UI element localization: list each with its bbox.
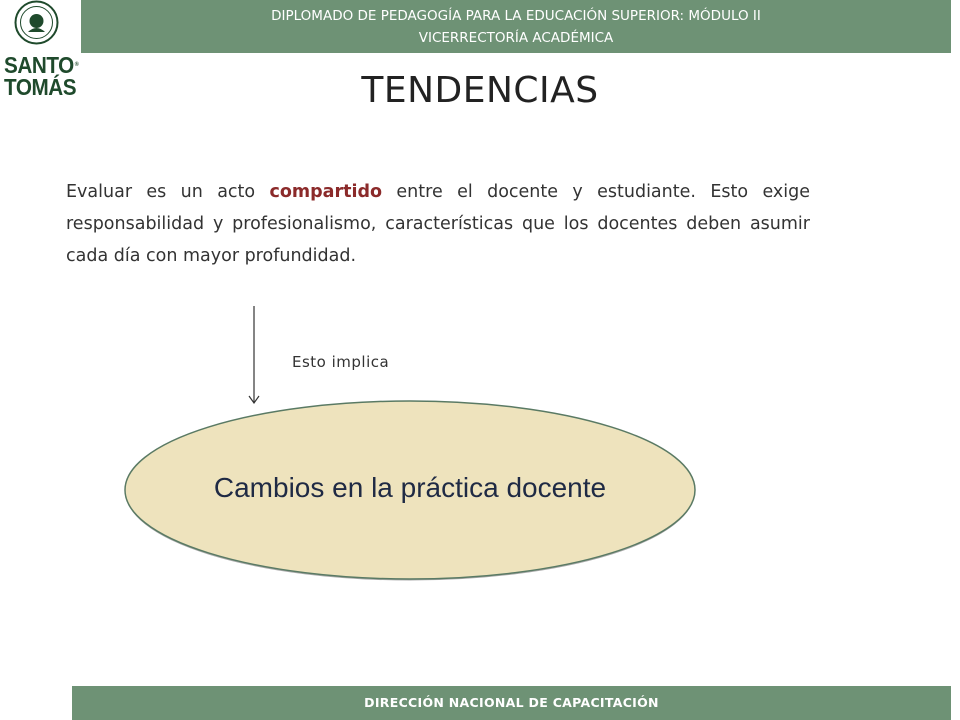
header-band <box>81 0 951 53</box>
body-paragraph <box>66 176 810 272</box>
body-text-end: entre el docente y estudiante. Esto exige responsabilidad y profesionalismo, características que los docentes deben asumir cada día con mayor profundidad. <box>66 182 810 266</box>
logo-trademark: ® <box>74 62 79 68</box>
slide-title: TENDENCIAS <box>361 70 599 111</box>
header-line-office: VICERRECTORÍA ACADÉMICA <box>418 30 614 46</box>
ellipse-label: Cambios en la práctica docente <box>213 472 607 503</box>
result-ellipse <box>120 395 700 585</box>
down-arrow-icon <box>244 306 264 406</box>
university-seal-icon <box>14 0 59 45</box>
header-line-program: DIPLOMADO DE PEDAGOGÍA PARA LA EDUCACIÓN SUPERIOR: MÓDULO II <box>271 8 761 24</box>
body-text-start: Evaluar es un acto <box>66 182 270 202</box>
footer-text: DIRECCIÓN NACIONAL DE CAPACITACIÓN <box>364 695 659 710</box>
connector-label: Esto implica <box>292 353 390 371</box>
logo-line-tomas: TOMÁS <box>4 74 77 100</box>
body-highlight-word: compartido <box>269 182 383 202</box>
logo-line-santo: SANTO <box>4 52 74 78</box>
footer-band <box>72 686 951 720</box>
